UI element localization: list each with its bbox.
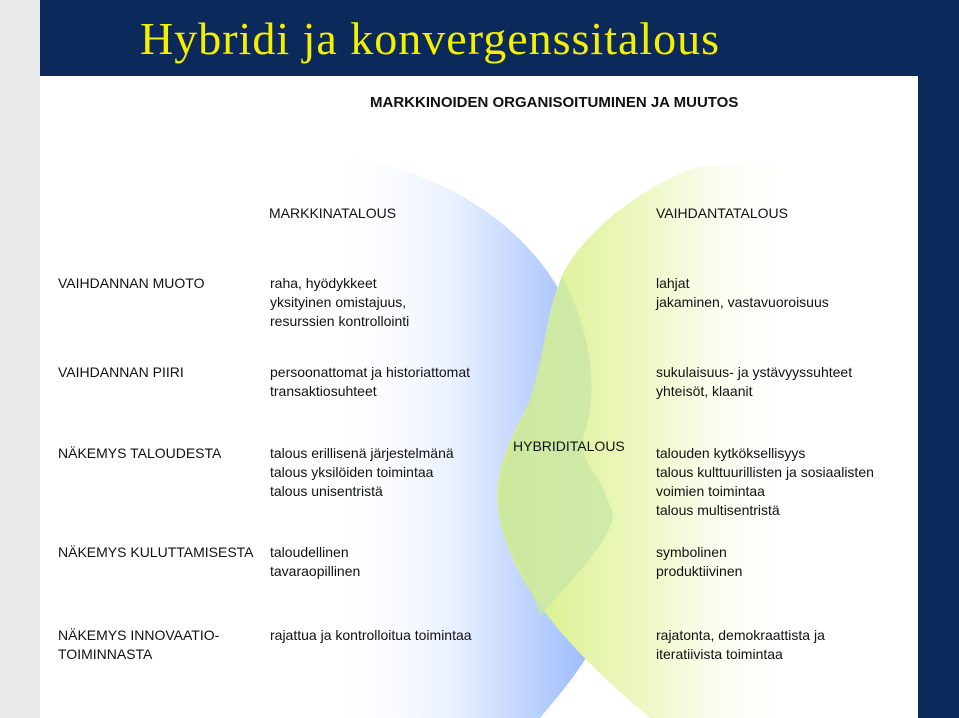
- market-cell-line: tavaraopillinen: [270, 563, 361, 579]
- slide-title: Hybridi ja konvergenssitalous: [140, 13, 721, 64]
- diagram-panel: [40, 76, 918, 718]
- market-cell-line: resurssien kontrollointi: [270, 313, 410, 329]
- exchange-cell-line: iteratiivista toimintaa: [656, 646, 783, 662]
- market-cell-line: raha, hyödykkeet: [270, 275, 377, 291]
- exchange-cell-line: rajatonta, demokraattista ja: [656, 627, 825, 643]
- exchange-cell-line: lahjat: [656, 275, 690, 291]
- row-label: NÄKEMYS INNOVAATIO-: [58, 627, 220, 643]
- column-header-market: MARKKINATALOUS: [269, 205, 397, 221]
- lens-shapes: [40, 76, 918, 718]
- column-header-exchange: VAIHDANTATALOUS: [656, 205, 788, 221]
- right-decoration: [918, 76, 959, 718]
- exchange-cell-line: jakaminen, vastavuoroisuus: [656, 294, 829, 310]
- market-cell-line: rajattua ja kontrolloitua toimintaa: [270, 627, 472, 643]
- row-label: VAIHDANNAN MUOTO: [58, 275, 205, 291]
- market-cell-line: talous unisentristä: [270, 483, 383, 499]
- exchange-cell-line: talous kulttuurillisten ja sosiaalisten: [656, 464, 874, 480]
- exchange-cell-line: voimien toimintaa: [656, 483, 765, 499]
- exchange-cell-line: yhteisöt, klaanit: [656, 383, 753, 399]
- exchange-cell-line: sukulaisuus- ja ystävyyssuhteet: [656, 364, 853, 380]
- diagram-heading: MARKKINOIDEN ORGANISOITUMINEN JA MUUTOS: [370, 94, 739, 111]
- row-label: VAIHDANNAN PIIRI: [58, 364, 184, 380]
- exchange-cell-line: talouden kytköksellisyys: [656, 445, 806, 461]
- row-label: NÄKEMYS KULUTTAMISESTA: [58, 544, 254, 560]
- market-cell-line: talous yksilöiden toimintaa: [270, 464, 434, 480]
- market-cell-line: taloudellinen: [270, 544, 349, 560]
- exchange-cell-line: produktiivinen: [656, 563, 743, 579]
- market-cell-line: yksityinen omistajuus,: [270, 294, 407, 310]
- market-cell-line: talous erillisenä järjestelmänä: [270, 445, 454, 461]
- exchange-cell-line: talous multisentristä: [656, 502, 780, 518]
- exchange-cell-line: symbolinen: [656, 544, 727, 560]
- market-cell-line: persoonattomat ja historiattomat: [270, 364, 470, 380]
- row-label: NÄKEMYS TALOUDESTA: [58, 445, 222, 461]
- column-header-hybrid: HYBRIDITALOUS: [513, 438, 625, 454]
- market-cell-line: transaktiosuhteet: [270, 383, 377, 399]
- row-label: TOIMINNASTA: [58, 646, 153, 662]
